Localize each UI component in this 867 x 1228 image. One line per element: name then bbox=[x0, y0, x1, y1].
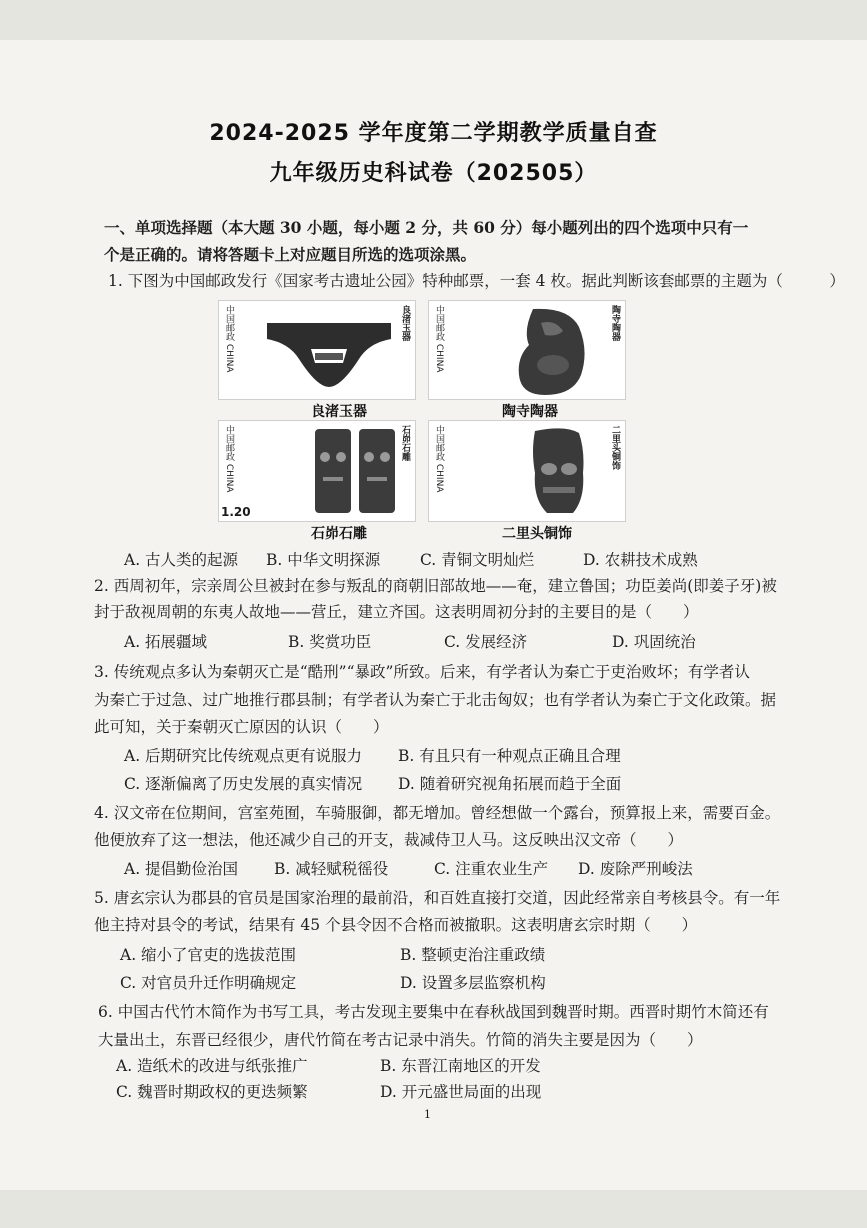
stamp-issuer-text: 中国邮政 CHINA bbox=[434, 425, 444, 493]
q4-option-c: C. 注重农业生产 bbox=[434, 860, 549, 878]
q5-option-a: A. 缩小了官吏的选拔范围 bbox=[120, 946, 297, 964]
q4-option-b: B. 减轻赋税徭役 bbox=[274, 860, 389, 878]
question-6-stem-cont: 大量出土，东晋已经很少，唐代竹简在考古记录中消失。竹简的消失主要是因为（ ） bbox=[98, 1031, 703, 1049]
q5-option-d: D. 设置多层监察机构 bbox=[400, 974, 546, 992]
stamp-erlitou-bronze bbox=[428, 420, 626, 522]
question-5-stem: 5. 唐玄宗认为郡县的官员是国家治理的最前沿，和百姓直接打交道，因此经常亲自考核县令。有一年 bbox=[94, 889, 781, 907]
q5-option-c: C. 对官员升迁作明确规定 bbox=[120, 974, 297, 992]
stamp-shimao-stone bbox=[218, 420, 416, 522]
stamp-issuer-text: 中国邮政 CHINA bbox=[224, 305, 234, 373]
q5-option-b: B. 整顿吏治注重政绩 bbox=[400, 946, 546, 964]
q1-option-d: D. 农耕技术成熟 bbox=[583, 551, 698, 569]
q1-option-c: C. 青铜文明灿烂 bbox=[420, 551, 535, 569]
stamp-issuer-text: 中国邮政 CHINA bbox=[224, 425, 234, 493]
question-4-stem-cont: 他便放弃了这一想法，他还减少自己的开支，裁减侍卫人马。这反映出汉文帝（ ） bbox=[94, 831, 684, 849]
q2-option-a: A. 拓展疆域 bbox=[124, 633, 208, 651]
q3-option-b: B. 有且只有一种观点正确且合理 bbox=[398, 747, 621, 765]
section-instructions-cont: 个是正确的。请将答题卡上对应题目所选的选项涂黑。 bbox=[104, 245, 477, 264]
q6-option-a: A. 造纸术的改进与纸张推广 bbox=[116, 1057, 308, 1075]
exam-title: 2024-2025 学年度第二学期教学质量自查 bbox=[209, 121, 658, 146]
stamp-issuer-text: 中国邮政 CHINA bbox=[434, 305, 444, 373]
question-6-stem: 6. 中国古代竹木简作为书写工具，考古发现主要集中在春秋战国到魏晋时期。西晋时期竹木简还有 bbox=[98, 1003, 769, 1021]
q1-option-b: B. 中华文明探源 bbox=[266, 551, 381, 569]
pottery-artifact-illustration bbox=[429, 301, 625, 399]
q6-option-b: B. 东晋江南地区的开发 bbox=[380, 1057, 541, 1075]
q6-option-c: C. 魏晋时期政权的更迭频繁 bbox=[116, 1083, 308, 1101]
q4-option-a: A. 提倡勤俭治国 bbox=[124, 860, 239, 878]
bronze-ornament-illustration bbox=[429, 421, 625, 521]
question-5-stem-cont: 他主持对县令的考试，结果有 45 个县令因不合格而被撤职。这表明唐玄宗时期（ ） bbox=[94, 916, 698, 934]
q3-option-a: A. 后期研究比传统观点更有说服力 bbox=[124, 747, 363, 765]
section-instructions: 一、单项选择题（本大题 30 小题，每小题 2 分，共 60 分）每小题列出的四个选项中只有一 bbox=[104, 218, 749, 237]
stamp-name-vertical: 陶寺陶器 bbox=[610, 305, 620, 341]
q2-option-d: D. 巩固统治 bbox=[612, 633, 696, 651]
stamp-name-vertical: 良渚玉器 bbox=[400, 305, 410, 341]
stamp-face-value: 1.20 bbox=[221, 505, 251, 519]
stamp-caption-erlitou: 二里头铜饰 bbox=[502, 526, 572, 542]
q2-option-b: B. 奖赏功臣 bbox=[288, 633, 372, 651]
scan-edge-top bbox=[0, 0, 867, 40]
stamp-caption-taosi: 陶寺陶器 bbox=[502, 404, 558, 420]
stamp-liangzhu-jade bbox=[218, 300, 416, 400]
jade-artifact-illustration bbox=[219, 301, 415, 399]
q3-option-c: C. 逐渐偏离了历史发展的真实情况 bbox=[124, 775, 363, 793]
exam-subtitle: 九年级历史科试卷（202505） bbox=[269, 161, 598, 186]
stamp-taosi-pottery bbox=[428, 300, 626, 400]
stamp-caption-shimao: 石峁石雕 bbox=[311, 526, 367, 542]
question-3-stem: 3. 传统观点多认为秦朝灭亡是“酷刑”“暴政”所致。后来，有学者认为秦亡于吏治败坏；有学者认 bbox=[94, 663, 750, 681]
q2-option-c: C. 发展经济 bbox=[444, 633, 528, 651]
question-3-stem-cont: 为秦亡于过急、过广地推行郡县制；有学者认为秦亡于北击匈奴；也有学者认为秦亡于文化政策。据 bbox=[94, 691, 777, 709]
stamp-name-vertical: 石峁石雕 bbox=[400, 425, 410, 461]
page-number: 1 bbox=[424, 1108, 431, 1121]
q4-option-d: D. 废除严刑峻法 bbox=[578, 860, 693, 878]
question-2-stem: 2. 西周初年，宗亲周公旦被封在参与叛乱的商朝旧部故地——奄，建立鲁国；功臣姜尚(即姜子牙)被 bbox=[94, 577, 777, 595]
question-4-stem: 4. 汉文帝在位期间，宫室苑囿，车骑服御，都无增加。曾经想做一个露台，预算报上来，需要百金。 bbox=[94, 804, 781, 822]
q6-option-d: D. 开元盛世局面的出现 bbox=[380, 1083, 542, 1101]
scan-edge-bottom bbox=[0, 1190, 867, 1228]
question-1-stem: 1. 下图为中国邮政发行《国家考古遗址公园》特种邮票，一套 4 枚。据此判断该套邮票的主题为（ ） bbox=[108, 272, 845, 290]
question-3-stem-end: 此可知，关于秦朝灭亡原因的认识（ ） bbox=[94, 718, 389, 736]
stamp-caption-liangzhu: 良渚玉器 bbox=[311, 404, 367, 420]
q3-option-d: D. 随着研究视角拓展而趋于全面 bbox=[398, 775, 622, 793]
stamp-name-vertical: 二里头铜饰 bbox=[610, 425, 620, 470]
question-2-stem-cont: 封于敌视周朝的东夷人故地——营丘，建立齐国。这表明周初分封的主要目的是（ ） bbox=[94, 603, 699, 621]
q1-option-a: A. 古人类的起源 bbox=[124, 551, 239, 569]
